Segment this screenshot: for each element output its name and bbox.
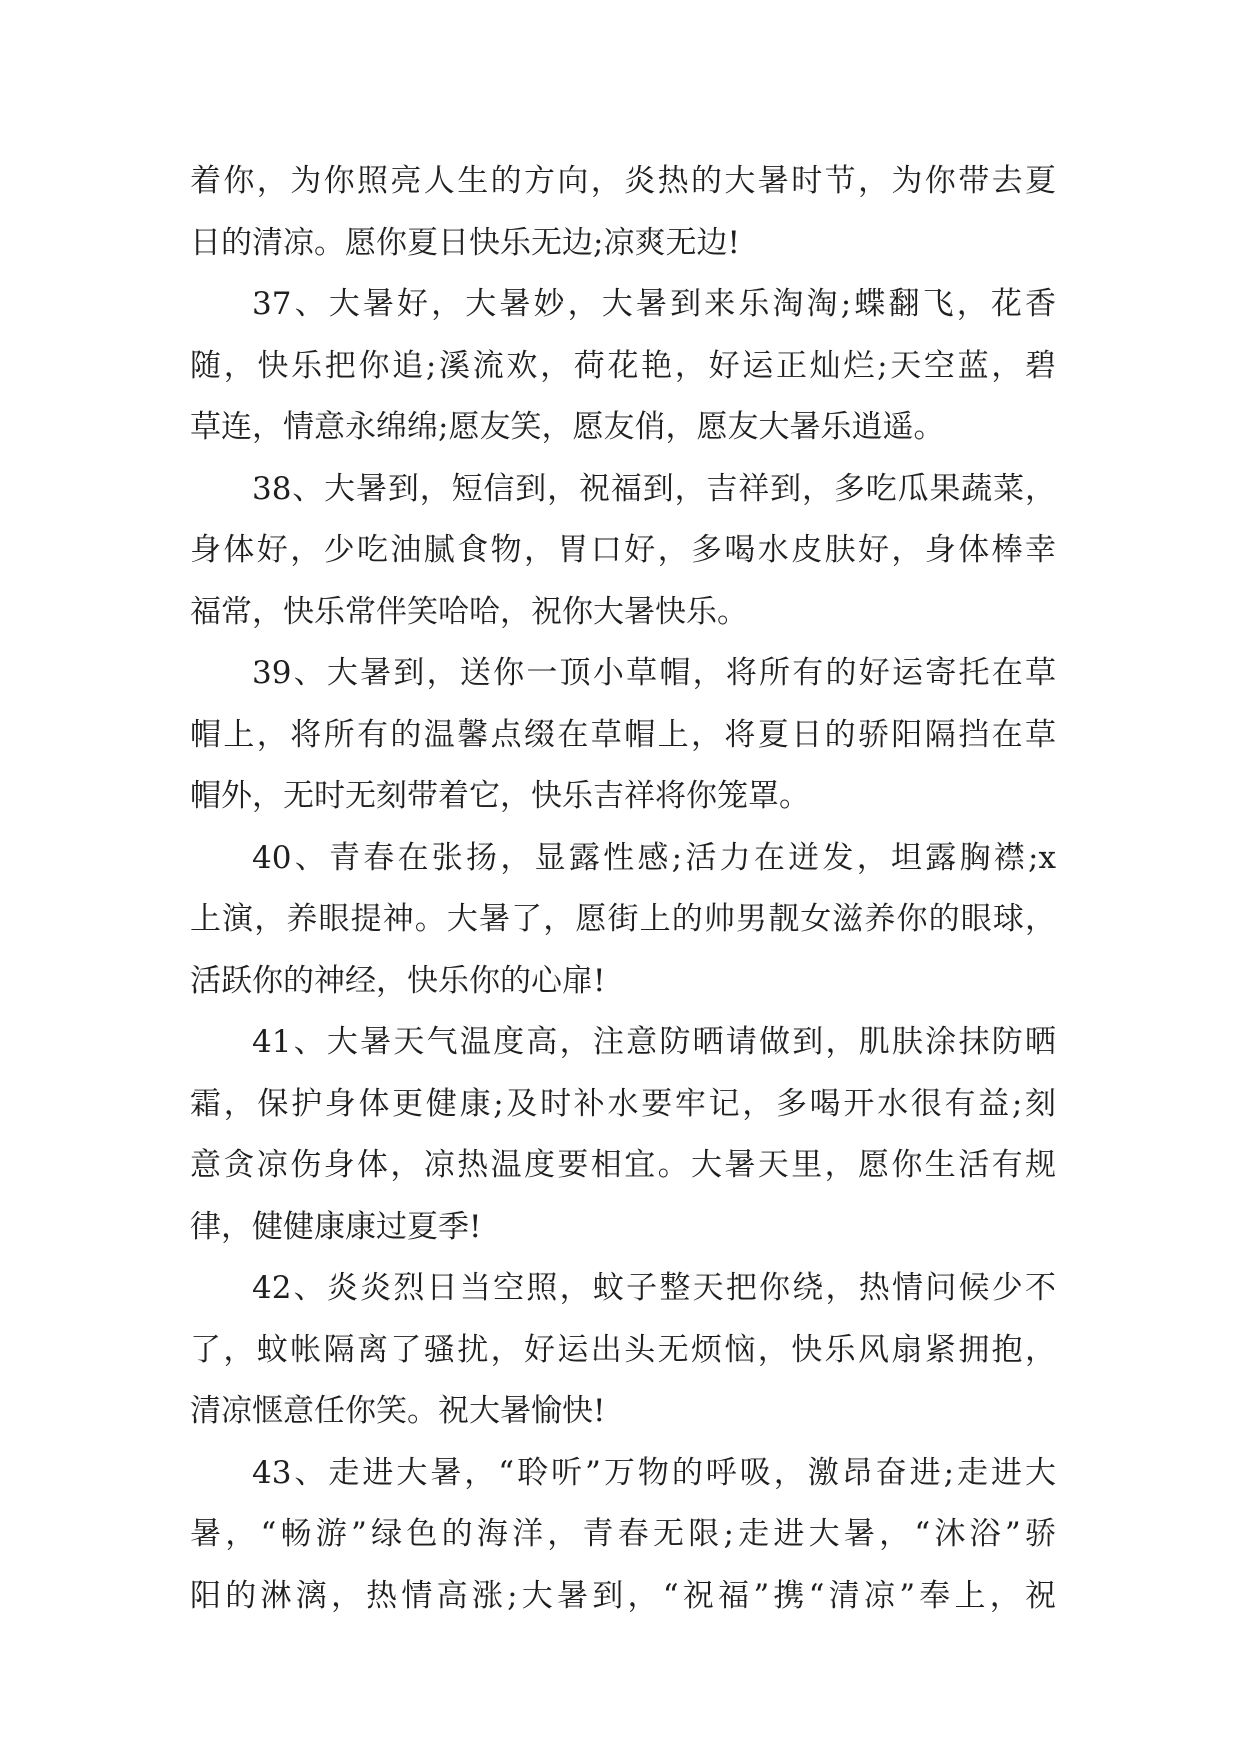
text-line: 上演，养眼提神。大暑了，愿街上的帅男靓女滋养你的眼球，	[190, 901, 1056, 937]
text-line: 41、大暑天气温度高，注意防晒请做到，肌肤涂抹防晒	[252, 1024, 1056, 1060]
text-line: 活跃你的神经，快乐你的心扉!	[190, 962, 606, 999]
text-line: 帽外，无时无刻带着它，快乐吉祥将你笼罩。	[190, 778, 810, 814]
text-line: 39、大暑到，送你一顶小草帽，将所有的好运寄托在草	[252, 655, 1056, 691]
text-line: 40、青春在张扬，显露性感;活力在迸发，坦露胸襟;x	[252, 839, 1056, 876]
text-line: 着你，为你照亮人生的方向，炎热的大暑时节，为你带去夏	[190, 163, 1056, 199]
text-line: 意贪凉伤身体，凉热温度要相宜。大暑天里，愿你生活有规	[190, 1147, 1056, 1183]
text-line: 身体好，少吃油腻食物，胃口好，多喝水皮肤好，身体棒幸	[190, 532, 1056, 568]
text-line: 37、大暑好，大暑妙，大暑到来乐淘淘;蝶翻飞，花香	[252, 286, 1056, 322]
text-line: 了，蚊帐隔离了骚扰，好运出头无烦恼，快乐风扇紧拥抱，	[190, 1331, 1056, 1368]
document-body	[190, 151, 1056, 1627]
text-line: 暑，“畅游”绿色的海洋，青春无限;走进大暑，“沐浴”骄	[190, 1516, 1056, 1552]
text-line: 清凉惬意任你笑。祝大暑愉快!	[190, 1393, 606, 1429]
text-line: 律，健健康康过夏季!	[190, 1208, 482, 1245]
text-line: 日的清凉。愿你夏日快乐无边;凉爽无边!	[190, 224, 740, 261]
text-line: 霜，保护身体更健康;及时补水要牢记，多喝开水很有益;刻	[190, 1085, 1056, 1122]
text-line: 帽上，将所有的温馨点缀在草帽上，将夏日的骄阳隔挡在草	[190, 716, 1056, 753]
text-line: 草连，情意永绵绵;愿友笑，愿友俏，愿友大暑乐逍遥。	[190, 409, 945, 445]
text-line: 43、走进大暑，“聆听”万物的呼吸，激昂奋进;走进大	[252, 1454, 1056, 1491]
text-line: 42、炎炎烈日当空照，蚊子整天把你绕，热情问候少不	[252, 1270, 1056, 1306]
text-line: 随，快乐把你追;溪流欢，荷花艳，好运正灿烂;天空蓝，碧	[190, 347, 1056, 384]
text-line: 阳的淋漓，热情高涨;大暑到，“祝福”携“清凉”奉上，祝	[190, 1577, 1056, 1614]
text-line: 38、大暑到，短信到，祝福到，吉祥到，多吃瓜果蔬菜，	[252, 470, 1056, 507]
text-line: 福常，快乐常伴笑哈哈，祝你大暑快乐。	[190, 593, 748, 630]
